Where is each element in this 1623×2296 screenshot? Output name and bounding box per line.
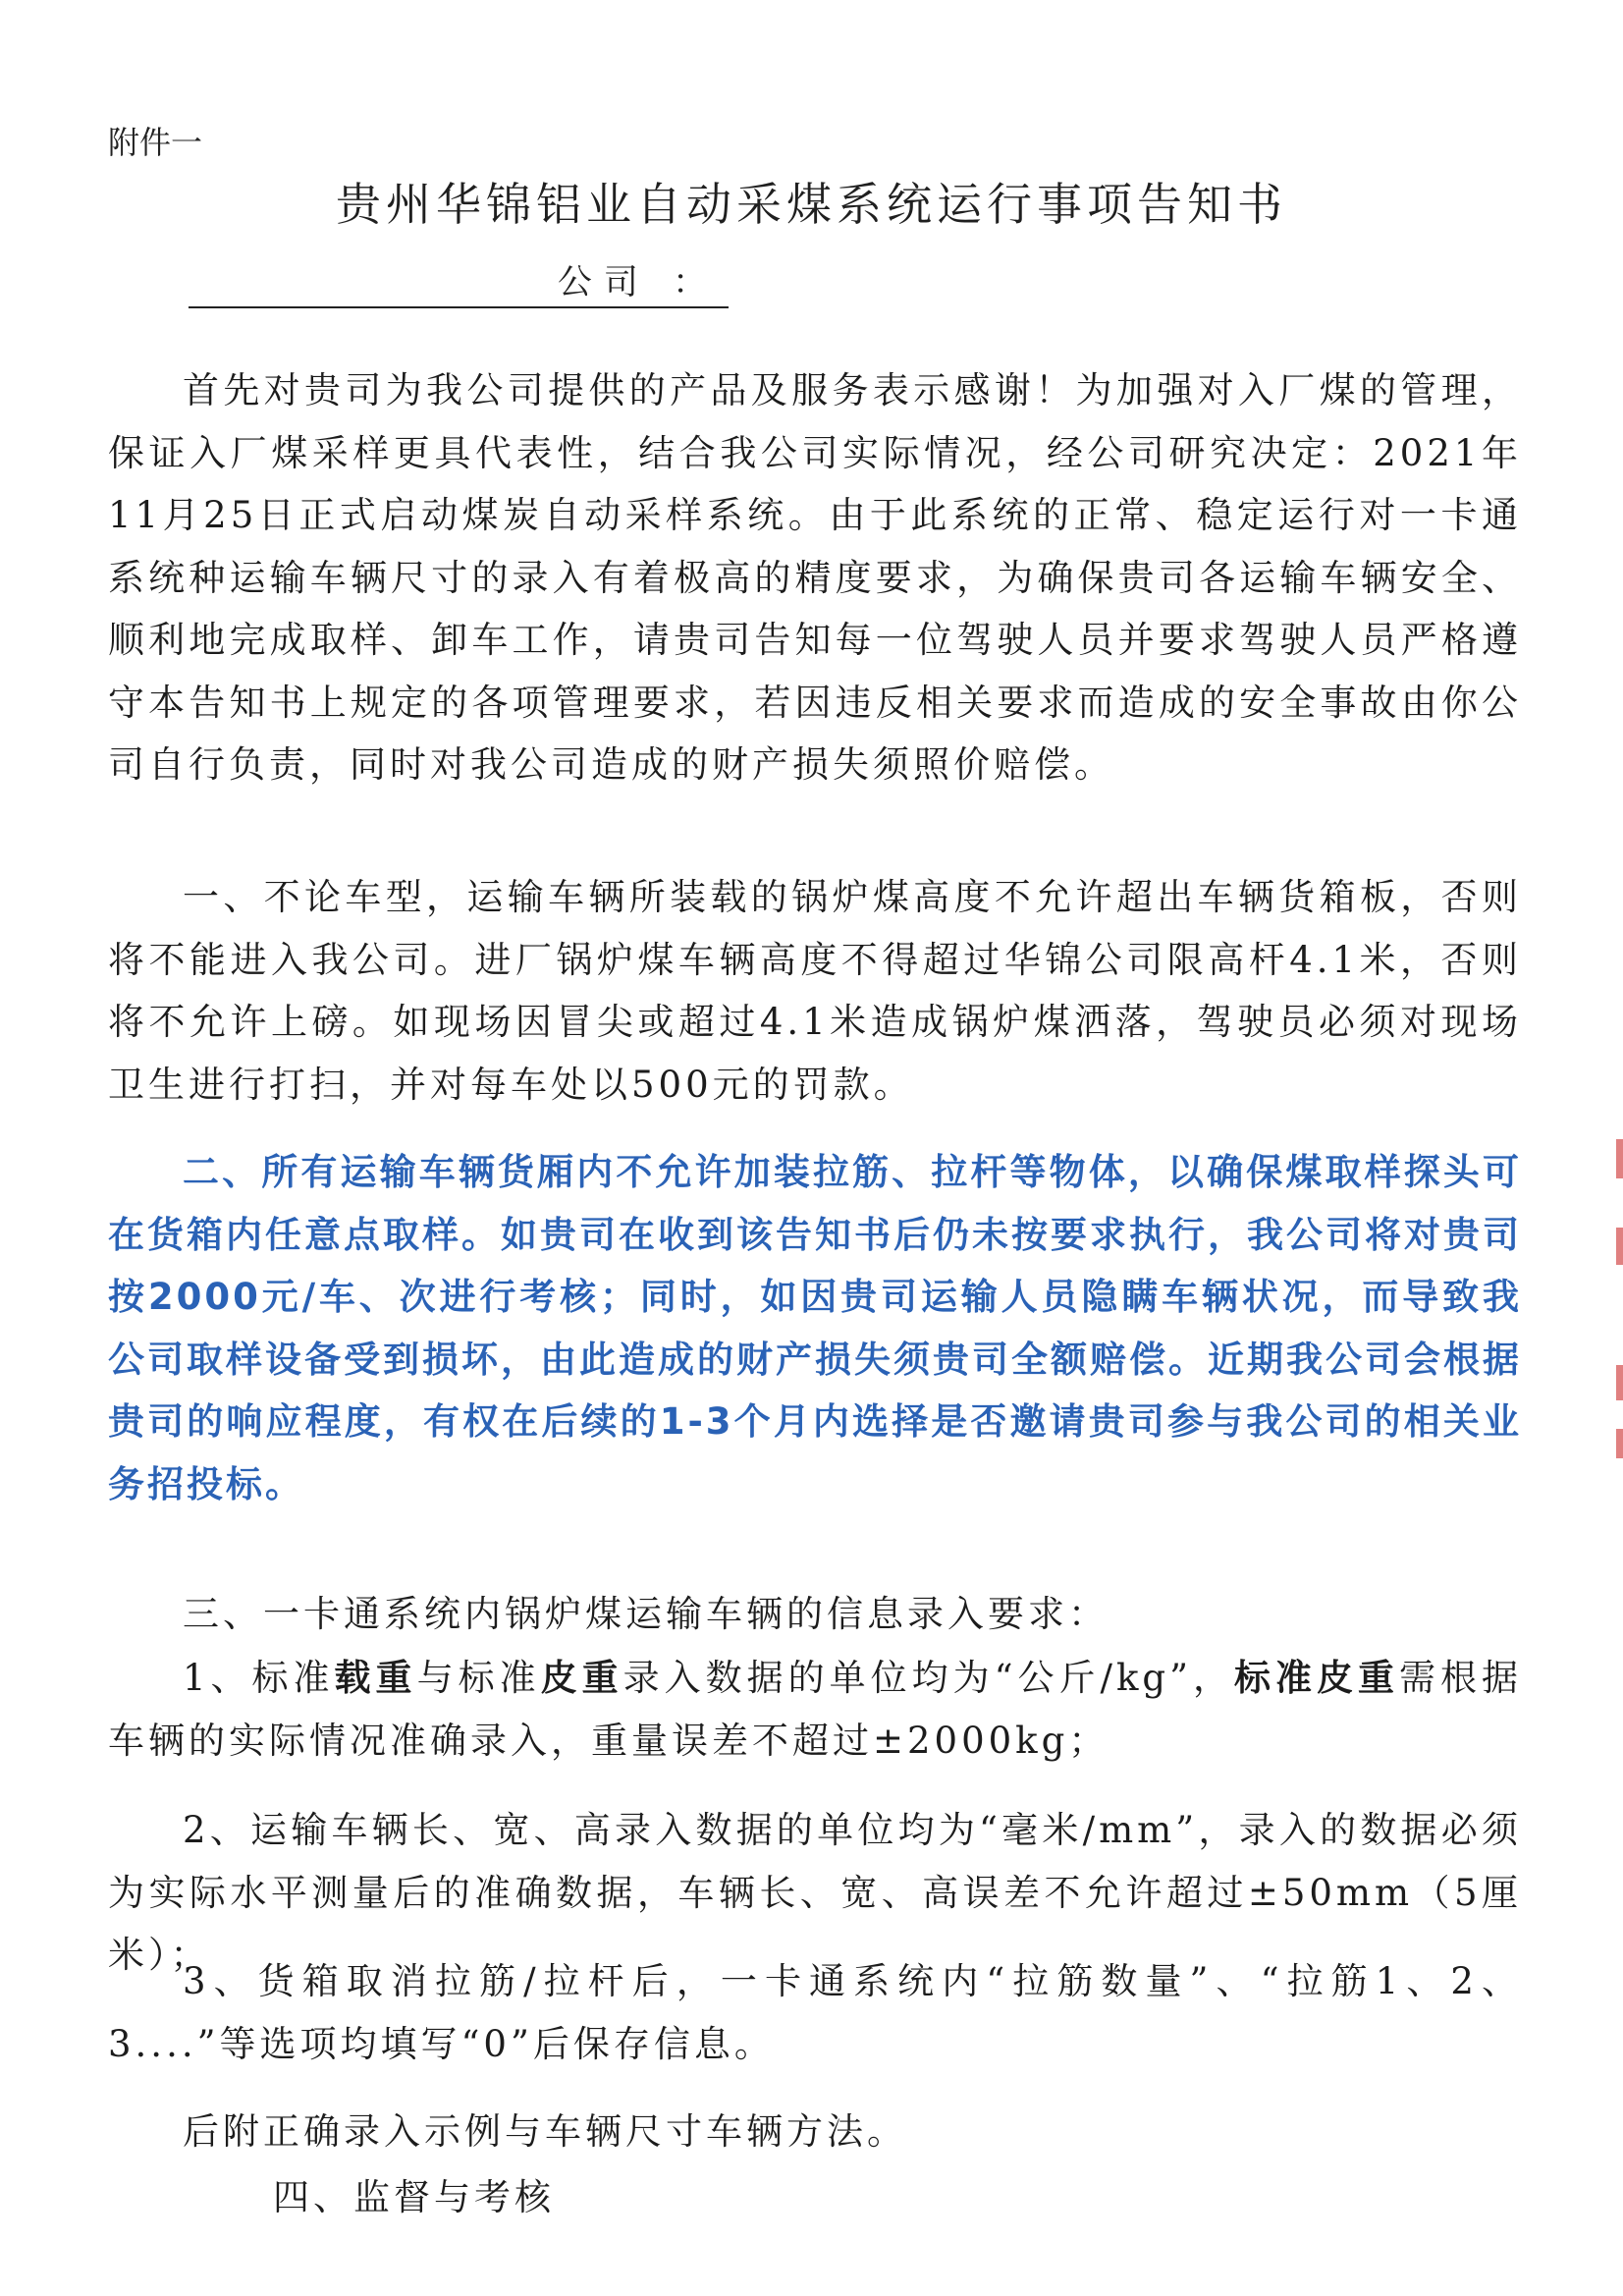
scan-edge-mark bbox=[1616, 1228, 1623, 1265]
item-1-text-c: 录入数据的单位均为“公斤/kg”， bbox=[622, 1657, 1235, 1699]
item-1-text-d: 需根据车辆的实际情况准确录入，重量误差不超过±2000kg； bbox=[108, 1657, 1523, 1762]
intro-paragraph: 首先对贵司为我公司提供的产品及服务表示感谢！为加强对入厂煤的管理，保证入厂煤采样更具代表性，结合我公司实际情况，经公司研究决定：2021年11月25日正式启动煤炭自动采样系统。由于此系统的正常、稳定运行对一卡通系统种运输车辆尺寸的录入有着极高的精度要求，为确保贵司各运输车辆安全、顺利地完成取样、卸车工作，请贵司告知每一位驾驶人员并要求驾驶人员严格遵守本告知书上规定的各项管理要求，若因违反相关要求而造成的安全事故由你公司自行负责，同时对我公司造成的财产损失须照价赔偿。 bbox=[108, 369, 1522, 786]
item-1-paragraph bbox=[108, 1647, 1522, 1772]
item-1-bold-load: 载重 bbox=[334, 1657, 417, 1699]
section-one-paragraph: 一、不论车型，运输车辆所装载的锅炉煤高度不允许超出车辆货箱板，否则将不能进入我公司。进厂锅炉煤车辆高度不得超过华锦公司限高杆4.1米，否则将不允许上磅。如现场因冒尖或超过4.1米造成锅炉煤洒落，驾驶员必须对现场卫生进行打扫，并对每车处以500元的罚款。 bbox=[108, 876, 1522, 1106]
appendix-note: 后附正确录入示例与车辆尺寸车辆方法。 bbox=[183, 2110, 907, 2153]
addressee-line bbox=[189, 263, 729, 308]
item-1-text-b: 与标准 bbox=[416, 1657, 541, 1699]
addressee-suffix: 公司 ： bbox=[557, 263, 719, 302]
item-2-paragraph: 2、运输车辆长、宽、高录入数据的单位均为“毫米/mm”，录入的数据必须为实际水平测量后的准确数据，车辆长、宽、高误差不允许超过±50mm（5厘米）； bbox=[108, 1809, 1522, 1976]
item-1-text-a: 1、标准 bbox=[183, 1657, 335, 1699]
scan-edge-mark bbox=[1616, 1139, 1623, 1178]
item-1-bold-tare: 皮重 bbox=[540, 1657, 623, 1699]
section-four-heading: 四、监督与考核 bbox=[273, 2176, 555, 2218]
section-three-heading: 三、一卡通系统内锅炉煤运输车辆的信息录入要求： bbox=[183, 1593, 1109, 1635]
scan-edge-mark bbox=[1616, 1365, 1623, 1400]
item-3-paragraph: 3、货箱取消拉筋/拉杆后，一卡通系统内“拉筋数量”、“拉筋1、2、3....”等选项均填写“0”后保存信息。 bbox=[108, 1960, 1522, 2065]
document-title: 贵州华锦铝业自动采煤系统运行事项告知书 bbox=[336, 178, 1287, 231]
section-two-paragraph: 二、所有运输车辆货厢内不允许加装拉筋、拉杆等物体，以确保煤取样探头可在货箱内任意点取样。如贵司在收到该告知书后仍未按要求执行，我公司将对贵司按2000元/车、次进行考核；同时，如因贵司运输人员隐瞒车辆状况，而导致我公司取样设备受到损坏，由此造成的财产损失须贵司全额赔偿。近期我公司会根据贵司的响应程度，有权在后续的1-3个月内选择是否邀请贵司参与我公司的相关业务招投标。 bbox=[108, 1151, 1522, 1505]
item-1-bold-standard-tare: 标准皮重 bbox=[1234, 1657, 1400, 1699]
attachment-label: 附件一 bbox=[108, 124, 203, 161]
scan-edge-mark bbox=[1616, 1429, 1623, 1458]
